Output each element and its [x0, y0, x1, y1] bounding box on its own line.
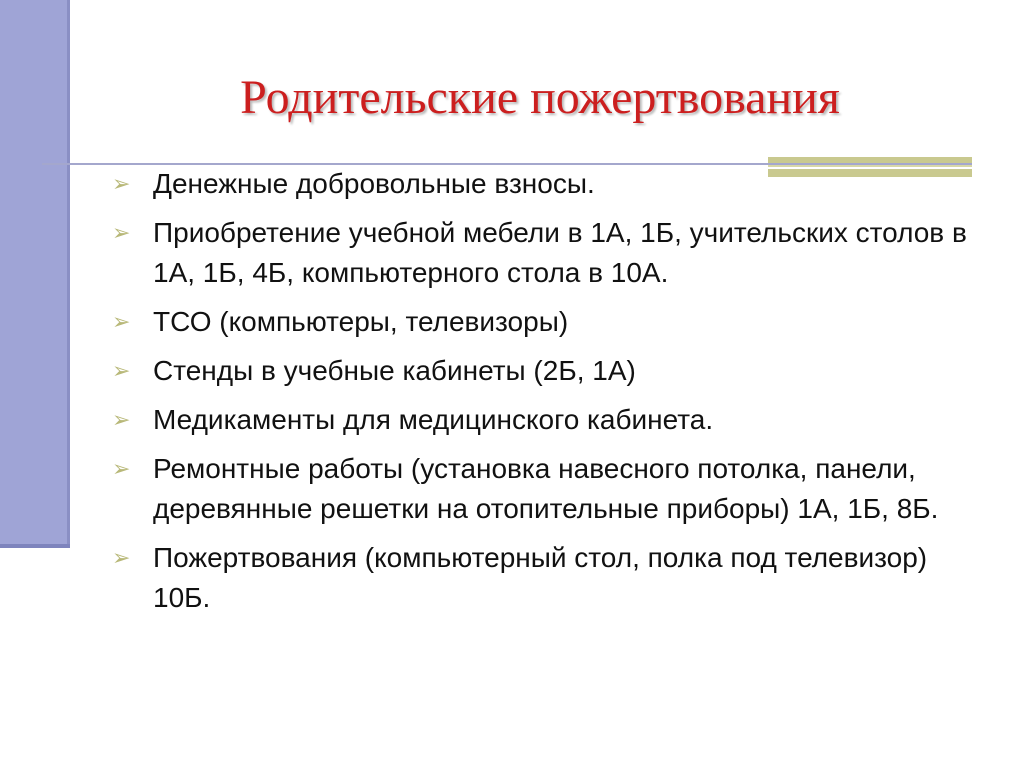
- bullet-item: [110, 164, 970, 204]
- arrow-bullet-icon: ➢: [112, 545, 131, 570]
- bullet-text: ТСО (компьютеры, телевизоры): [153, 306, 569, 337]
- bullet-text: Ремонтные работы (установка навесного потолка, панели, деревянные решетки на отопительные приборы) 1А, 1Б, 8Б.: [153, 453, 939, 524]
- bullet-text: Приобретение учебной мебели в 1А, 1Б, учительских столов в 1А, 1Б, 4Б, компьютерного стола в 10А.: [153, 217, 967, 288]
- bullet-item: [110, 213, 970, 293]
- bullet-list: [110, 164, 970, 627]
- bullet-item: [110, 538, 970, 618]
- side-bar-bottom-edge: [0, 544, 70, 548]
- bullet-item: [110, 449, 970, 529]
- bullet-text: Медикаменты для медицинского кабинета.: [153, 404, 714, 435]
- bullet-item: [110, 400, 970, 440]
- arrow-bullet-icon: ➢: [112, 220, 131, 245]
- bullet-item: [110, 351, 970, 391]
- arrow-bullet-icon: ➢: [112, 407, 131, 432]
- bullet-item: [110, 302, 970, 342]
- side-bar-decoration: [0, 0, 67, 546]
- arrow-bullet-icon: ➢: [112, 358, 131, 383]
- arrow-bullet-icon: ➢: [112, 309, 131, 334]
- bullet-text: Пожертвования (компьютерный стол, полка под телевизор) 10Б.: [153, 542, 928, 613]
- slide-title: Родительские пожертвования: [240, 71, 840, 124]
- bullet-text: Денежные добровольные взносы.: [153, 168, 595, 199]
- arrow-bullet-icon: ➢: [112, 456, 131, 481]
- side-bar-edge: [67, 0, 70, 546]
- arrow-bullet-icon: ➢: [112, 171, 131, 196]
- bullet-text: Стенды в учебные кабинеты (2Б, 1А): [153, 355, 636, 386]
